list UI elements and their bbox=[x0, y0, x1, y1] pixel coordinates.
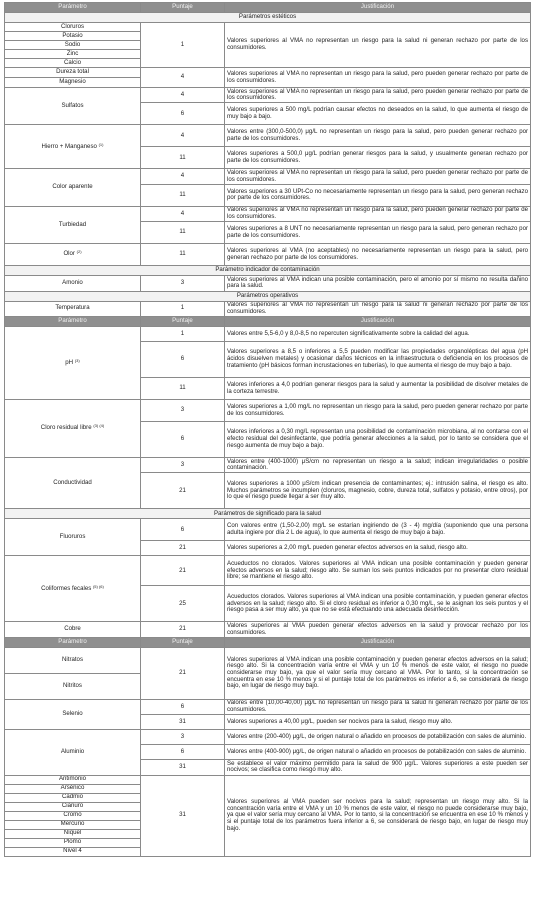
param-cadmio: Cadmio bbox=[5, 793, 141, 802]
score-cell: 1 bbox=[141, 327, 225, 342]
table-row bbox=[5, 276, 531, 291]
param-nitritos: Nitritos bbox=[5, 673, 141, 699]
param-cloruros: Cloruros bbox=[5, 23, 141, 32]
param-zinc: Zinc bbox=[5, 50, 141, 59]
score-cell: 21 bbox=[141, 541, 225, 556]
header-parametro: Parámetro bbox=[5, 317, 141, 327]
score-cell: 11 bbox=[141, 244, 225, 266]
table-row bbox=[5, 169, 531, 184]
header-puntaje: Puntaje bbox=[141, 317, 225, 327]
section-row bbox=[5, 509, 531, 519]
justification-cell: Valores superiores a 500 mg/L podrían causar efectos no deseados en la salud, lo que aumenta el riesgo de muy bajo a bajo. bbox=[225, 103, 531, 125]
param-mercurio: Mercurio bbox=[5, 820, 141, 829]
param-selenio: Selenio bbox=[5, 699, 141, 729]
justification-cell: Valores superiores al VMA indican una posible contaminación, pero el amonio por sí mismo no resulta dañino para la salud. bbox=[225, 276, 531, 291]
score-cell: 31 bbox=[141, 715, 225, 730]
table-row bbox=[5, 699, 531, 714]
param-conductividad: Conductividad bbox=[5, 458, 141, 509]
param-temperatura: Temperatura bbox=[5, 301, 141, 316]
table-header-row bbox=[5, 3, 531, 13]
section-operativos: Parámetros operativos bbox=[5, 291, 531, 301]
justification-cell: Valores superiores al VMA no representan un riesgo para la salud, pero pueden generar rechazo por parte de los consumidores. bbox=[225, 169, 531, 184]
justification-cell: Valores superiores a 2,00 mg/L pueden generar efectos adversos en la salud, riesgo alto. bbox=[225, 541, 531, 556]
score-cell: 6 bbox=[141, 699, 225, 714]
score-cell: 4 bbox=[141, 88, 225, 103]
justification-cell: Valores entre (10,00-40,00) μg/L no representan un riesgo para la salud ni generan rechazo por parte de los consumidores. bbox=[225, 699, 531, 714]
justification-cell: Valores superiores a 8,5 o inferiores a 5,5 pueden modificar las propiedades organolépticas del agua (pH ácidos disuelven metales) y ocasionar daños técnicos en la infraestructura o deficiencia en los procesos de tratamiento (pH básicos forman incrustaciones en tuberías), lo que aumenta el riesgo de muy bajo a bajo. bbox=[225, 342, 531, 378]
score-cell: 31 bbox=[141, 760, 225, 775]
score-cell: 6 bbox=[141, 745, 225, 760]
section-row bbox=[5, 13, 531, 23]
table-row bbox=[5, 775, 531, 784]
table-row bbox=[5, 519, 531, 541]
score-cell: 4 bbox=[141, 68, 225, 88]
param-dureza: Dureza total bbox=[5, 68, 141, 78]
score-cell: 25 bbox=[141, 586, 225, 622]
justification-cell: Valores superiores al VMA no representan un riesgo para la salud, pero pueden generar rechazo por parte de los consumidores. bbox=[225, 88, 531, 103]
header-justificacion: Justificación bbox=[225, 637, 531, 647]
justification-cell: Valores superiores a 500,0 μg/L podrían generar riesgos para la salud, y usualmente generan rechazo por parte de los consumidores. bbox=[225, 147, 531, 169]
param-olor: Olor $^{(2)}$ bbox=[5, 244, 141, 266]
param-aluminio: Aluminio bbox=[5, 730, 141, 775]
param-sulfatos: Sulfatos bbox=[5, 88, 141, 125]
header-justificacion: Justificación bbox=[225, 3, 531, 13]
header-puntaje: Puntaje bbox=[141, 3, 225, 13]
section-esteticos: Parámetros estéticos bbox=[5, 13, 531, 23]
score-cell: 11 bbox=[141, 147, 225, 169]
param-cromo: Cromo bbox=[5, 811, 141, 820]
param-antimonio: Antimonio bbox=[5, 775, 141, 784]
param-cobre: Cobre bbox=[5, 622, 141, 637]
justification-cell: Valores superiores al VMA pueden ser nocivos para la salud; representan un riesgo muy alto. Si la concentración varía entre el VMA y un 10 % menos de este valor, el riesgo no puede considerarse muy bajo, ya que el valor sería muy cercano al VMA. Por lo tanto, si la concentración se encuentra en ese 10 % menos y si el puntaje total de los parámetros fuera inferior a 6, se considerará de riesgo bajo, en lugar de riesgo muy bajo. bbox=[225, 775, 531, 856]
justification-cell: Valores superiores a 40,00 μg/L, pueden ser nocivos para la salud, riesgo muy alto. bbox=[225, 715, 531, 730]
score-cell: 21 bbox=[141, 473, 225, 509]
score-cell: 21 bbox=[141, 647, 225, 699]
param-amonio: Amonio bbox=[5, 276, 141, 291]
justification-cell: Valores superiores a 30 UPt-Co no necesariamente representan un riesgo para la salud, pero generan rechazo por parte de los consumidores. bbox=[225, 184, 531, 206]
justification-cell: Valores superiores al VMA indican una posible contaminación y pueden generar efectos adversos en la salud; riesgo alto. Si la concentración varía entre el VMA y un 10 % menos de este valor, el riesgo no puede considerarse muy bajo, ya que el valor sería muy cercano al VMA. Por lo tanto, si la concentración se encuentra en ese 10 % menos y si el puntaje total de los parámetros es inferior a 6, se considerará de riesgo bajo, en lugar de riesgo muy bajo. bbox=[225, 647, 531, 699]
param-ph: pH $^{(3)}$ bbox=[5, 327, 141, 400]
score-cell: 11 bbox=[141, 184, 225, 206]
justification-cell: Valores superiores a 1000 μS/cm indican presencia de contaminantes; ej.: intrusión salina, el riesgo es alto. Muchos parámetros se incumplen (cloruros, magnesio, cobre, dureza total, sulfatos y potasio, entre otros), por lo que el riesgo puede llegar a ser muy alto. bbox=[225, 473, 531, 509]
score-cell: 4 bbox=[141, 125, 225, 147]
score-cell: 6 bbox=[141, 342, 225, 378]
score-cell: 3 bbox=[141, 730, 225, 745]
table-row bbox=[5, 88, 531, 103]
param-sodio: Sodio bbox=[5, 41, 141, 50]
table-row bbox=[5, 23, 531, 32]
justification-cell: Valores entre (200-400) μg/L, de origen natural o añadido en procesos de potabilización con sales de aluminio. bbox=[225, 730, 531, 745]
justification-cell: Acueductos no clorados. Valores superiores al VMA indican una posible contaminación y pueden generar efectos adversos en la salud; riesgo alto. Se suman los seis puntos indicados por no presentar cloro residual libre; se mantiene el riesgo alto. bbox=[225, 556, 531, 586]
justification-cell: Valores inferiores a 0,30 mg/L representan una posibilidad de contaminación microbiana, al no contarse con el efecto residual del desinfectante, que podría generar afecciones a la salud, por lo tanto se considera que el riesgo aumenta de muy bajo a bajo. bbox=[225, 422, 531, 458]
score-cell: 1 bbox=[141, 301, 225, 316]
table-row bbox=[5, 400, 531, 422]
score-cell: 21 bbox=[141, 556, 225, 586]
justification-cell: Valores superiores a 8 UNT no necesariamente representan un riesgo para la salud, pero generan rechazo por parte de los consumidores. bbox=[225, 222, 531, 244]
param-color: Color aparente bbox=[5, 169, 141, 206]
param-plomo: Plomo bbox=[5, 838, 141, 847]
justification-cell: Valores entre (400-1000) μS/cm no representan un riesgo a la salud; indican irregularidades o posible contaminación. bbox=[225, 458, 531, 473]
justification-cell: Valores superiores al VMA no representan un riesgo para la salud ni generan rechazo por parte de los consumidores. bbox=[225, 301, 531, 316]
header-justificacion: Justificación bbox=[225, 317, 531, 327]
param-hierro: Hierro + Manganeso $^{(1)}$ bbox=[5, 125, 141, 169]
header-parametro: Parámetro bbox=[5, 637, 141, 647]
score-cell: 6 bbox=[141, 103, 225, 125]
justification-cell: Valores superiores a 1,00 mg/L no representan un riesgo para la salud, pero pueden generar rechazo por parte de los consumidores. bbox=[225, 400, 531, 422]
score-cell: 3 bbox=[141, 276, 225, 291]
header-parametro: Parámetro bbox=[5, 3, 141, 13]
table-row bbox=[5, 301, 531, 316]
justification-cell: Valores entre (400-900) μg/L, de origen natural o añadido en procesos de potabilización con sales de aluminio. bbox=[225, 745, 531, 760]
justification-cell: Valores entre (300,0-500,0) μg/L no representan un riesgo para la salud, pero pueden generar rechazo por parte de los consumidores. bbox=[225, 125, 531, 147]
param-magnesio: Magnesio bbox=[5, 78, 141, 88]
score-cell: 6 bbox=[141, 422, 225, 458]
justification-cell: Valores superiores al VMA no representan un riesgo para la salud, pero pueden generar rechazo por parte de los consumidores. bbox=[225, 206, 531, 221]
param-cloro: Cloro residual libre $^{(3) (4)}$ bbox=[5, 400, 141, 458]
section-salud: Parámetros de significado para la salud bbox=[5, 509, 531, 519]
score-cell: 3 bbox=[141, 458, 225, 473]
section-row bbox=[5, 266, 531, 276]
justification-cell: Acueductos clorados. Valores superiores al VMA indican una posible contaminación, y pueden generar efectos adversos en la salud; riesgo alto. Si el cloro residual es inferior a 0,30 mg/L, se le asignan los seis puntos y el riesgo pasa a ser muy alto, ya que no se está efectuando una adecuada desinfección. bbox=[225, 586, 531, 622]
param-niquel: Níquel bbox=[5, 829, 141, 838]
param-nitratos: Nitratos bbox=[5, 647, 141, 673]
section-contaminacion: Parámetro indicador de contaminación bbox=[5, 266, 531, 276]
param-nivel4: Nivel 4 bbox=[5, 847, 141, 856]
justification-cell: Se establece el valor máximo permitido para la salud de 900 μg/L. Valores superiores a este pueden ser nocivos; se clasifica como riesgo muy alto. bbox=[225, 760, 531, 775]
score-cell: 4 bbox=[141, 206, 225, 221]
section-row bbox=[5, 291, 531, 301]
justification-cell: Valores superiores al VMA (no aceptables) no necesariamente representan un riesgo para la salud, pero generan rechazo por parte de los consumidores. bbox=[225, 244, 531, 266]
parameters-table bbox=[4, 2, 531, 857]
param-arsenico: Arsénico bbox=[5, 784, 141, 793]
score-cell: 3 bbox=[141, 400, 225, 422]
param-cianuro: Cianuro bbox=[5, 802, 141, 811]
table-row bbox=[5, 730, 531, 745]
table-row bbox=[5, 647, 531, 673]
table-row bbox=[5, 622, 531, 637]
table-row bbox=[5, 458, 531, 473]
score-cell: 21 bbox=[141, 622, 225, 637]
score-cell: 11 bbox=[141, 222, 225, 244]
table-row bbox=[5, 327, 531, 342]
table-header-row bbox=[5, 317, 531, 327]
justification-cell: Valores entre 5,5-6,0 y 8,0-8,5 no repercuten significativamente sobre la calidad del agua. bbox=[225, 327, 531, 342]
table-row bbox=[5, 68, 531, 78]
param-potasio: Potasio bbox=[5, 32, 141, 41]
header-puntaje: Puntaje bbox=[141, 637, 225, 647]
score-cell: 1 bbox=[141, 23, 225, 68]
justification-cell: Valores superiores al VMA pueden generar efectos adversos en la salud y provocar rechazo por los consumidores. bbox=[225, 622, 531, 637]
score-cell: 6 bbox=[141, 519, 225, 541]
justification-cell: Valores superiores al VMA no representan un riesgo para la salud ni generan rechazo por parte de los consumidores. bbox=[225, 23, 531, 68]
justification-cell: Con valores entre (1,50-2,00) mg/L se estarían ingiriendo de (3 - 4) mg/día (suponiendo que una persona adulta ingiere por día 2 L de agua), lo que aumenta el riesgo de muy bajo a bajo. bbox=[225, 519, 531, 541]
param-turbiedad: Turbiedad bbox=[5, 206, 141, 243]
table-row bbox=[5, 556, 531, 586]
score-cell: 11 bbox=[141, 378, 225, 400]
table-header-row bbox=[5, 637, 531, 647]
table-row bbox=[5, 244, 531, 266]
justification-cell: Valores superiores al VMA no representan un riesgo para la salud, pero pueden generar rechazo por parte de los consumidores. bbox=[225, 68, 531, 88]
table-row bbox=[5, 125, 531, 147]
param-calcio: Calcio bbox=[5, 59, 141, 68]
justification-cell: Valores inferiores a 4,0 podrían generar riesgos para la salud y aumentar la posibilidad de disolver metales de la corteza terrestre. bbox=[225, 378, 531, 400]
table-row bbox=[5, 206, 531, 221]
score-cell: 31 bbox=[141, 775, 225, 856]
param-coliformes: Coliformes fecales $^{(5) (6)}$ bbox=[5, 556, 141, 622]
score-cell: 4 bbox=[141, 169, 225, 184]
param-fluoruros: Fluoruros bbox=[5, 519, 141, 556]
